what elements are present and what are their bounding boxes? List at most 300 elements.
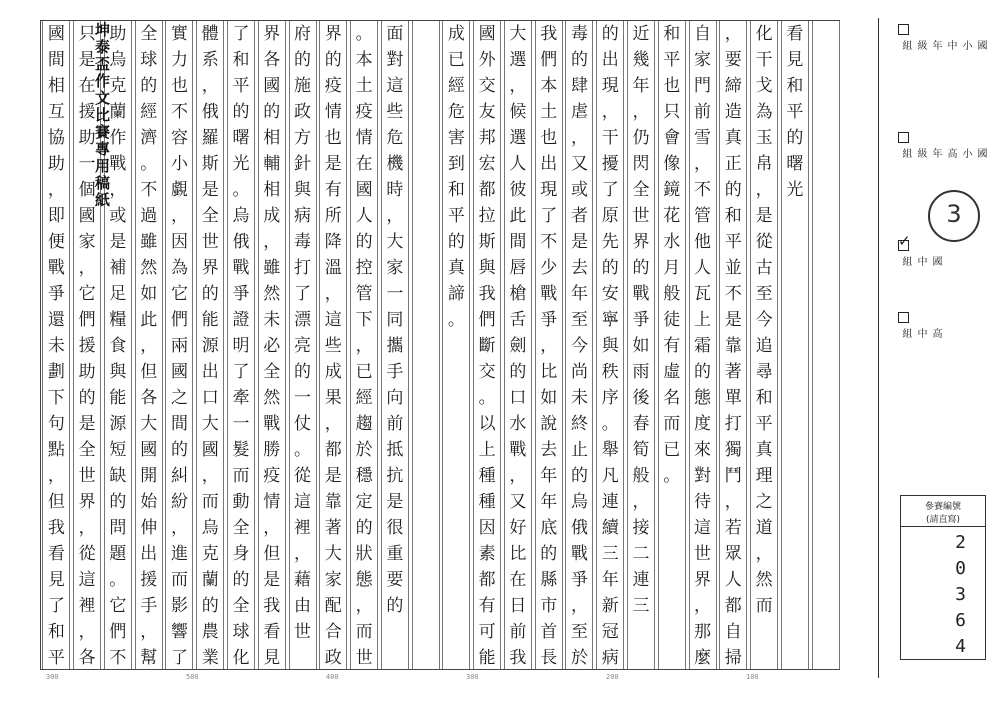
grid-char: 也 <box>170 75 188 96</box>
grid-char: 安 <box>601 283 619 304</box>
divider <box>901 526 985 527</box>
grid-char: 般 <box>663 283 681 304</box>
grid-column <box>627 21 655 669</box>
grid-char: 春 <box>632 413 650 434</box>
grid-char: 於 <box>570 647 588 668</box>
grid-char: 此 <box>140 309 158 330</box>
grid-char: 要 <box>386 569 404 590</box>
grid-char: 要 <box>724 49 742 70</box>
grid-char: ， <box>632 491 650 512</box>
grid-char: ， <box>201 465 219 486</box>
grid-char: 濟 <box>140 127 158 148</box>
grid-char: 月 <box>663 257 681 278</box>
grid-char: 比 <box>509 543 527 564</box>
grid-char: 是 <box>78 49 96 70</box>
grid-char: 先 <box>601 231 619 252</box>
grid-char: 水 <box>663 231 681 252</box>
grid-char: 家 <box>386 257 404 278</box>
grid-char: 還 <box>47 309 65 330</box>
grid-char: 爭 <box>540 309 558 330</box>
grid-char: 不 <box>540 231 558 252</box>
contest-number-value: 20364 <box>950 532 971 662</box>
grid-char: 方 <box>294 127 312 148</box>
grid-char: 的 <box>232 101 250 122</box>
grid-char: 系 <box>201 49 219 70</box>
grid-char: 世 <box>294 621 312 642</box>
category-label: 國小中年級組 <box>900 40 986 51</box>
grid-char: 從 <box>78 543 96 564</box>
grid-char: 的 <box>294 49 312 70</box>
grid-char: 締 <box>724 75 742 96</box>
grid-char: 仗 <box>294 413 312 434</box>
grid-column <box>350 21 378 669</box>
grid-char: 有 <box>663 335 681 356</box>
grid-char: 。 <box>232 179 250 200</box>
grid-char: 說 <box>540 413 558 434</box>
grid-char: 。 <box>294 439 312 460</box>
grid-char: 一 <box>78 153 96 174</box>
grid-char: 俄 <box>570 517 588 538</box>
grid-char: 平 <box>786 101 804 122</box>
grid-char: 追 <box>755 335 773 356</box>
grid-char: 輔 <box>263 153 281 174</box>
grid-char: 疫 <box>263 465 281 486</box>
grid-char: 今 <box>755 309 773 330</box>
grid-char: 的 <box>201 283 219 304</box>
grid-char: 雨 <box>632 361 650 382</box>
grid-char: ， <box>294 543 312 564</box>
grid-char: 真 <box>724 127 742 148</box>
grid-char: 止 <box>570 439 588 460</box>
grid-char: 能 <box>478 647 496 668</box>
grid-char: 相 <box>47 75 65 96</box>
grid-char: 寧 <box>601 309 619 330</box>
grid-char: 種 <box>478 465 496 486</box>
grid-char: 藉 <box>294 569 312 590</box>
grid-char: 打 <box>724 413 742 434</box>
checkbox-icon[interactable] <box>898 132 909 143</box>
grid-char: 便 <box>47 231 65 252</box>
grid-column <box>535 21 563 669</box>
grid-char: 互 <box>47 101 65 122</box>
grid-char: 雖 <box>263 257 281 278</box>
grid-char: 人 <box>724 569 742 590</box>
grid-char: 戰 <box>509 439 527 460</box>
grid-char: 這 <box>294 491 312 512</box>
grid-char: 劃 <box>47 361 65 382</box>
grid-char: 三 <box>601 543 619 564</box>
grid-char: 出 <box>140 543 158 564</box>
grid-char: 俄 <box>232 231 250 252</box>
grid-char: 槍 <box>509 283 527 304</box>
grid-char: 諦 <box>447 283 465 304</box>
grid-char: 現 <box>540 179 558 200</box>
ruler-mark: 100 <box>746 673 759 681</box>
grid-char: 曙 <box>232 127 250 148</box>
grid-char: 國 <box>47 23 65 44</box>
grid-column <box>412 21 440 669</box>
grid-char: 瓦 <box>694 283 712 304</box>
grid-char: 是 <box>78 413 96 434</box>
grid-char: 掃 <box>724 647 742 668</box>
grid-char: 連 <box>632 569 650 590</box>
grid-char: 大 <box>201 413 219 434</box>
grid-char: 平 <box>47 647 65 668</box>
grid-char: 能 <box>201 309 219 330</box>
grid-char: 即 <box>47 205 65 226</box>
checkbox-icon[interactable] <box>898 232 911 251</box>
grid-char: 都 <box>324 439 342 460</box>
grid-char: 光 <box>786 179 804 200</box>
grid-char: 已 <box>447 49 465 70</box>
grid-char: 勝 <box>263 439 281 460</box>
grid-char: 年 <box>540 465 558 486</box>
grid-char: 花 <box>663 205 681 226</box>
grid-char: 經 <box>140 101 158 122</box>
grid-char: 漂 <box>294 309 312 330</box>
grid-char: 新 <box>601 595 619 616</box>
grid-char: 唇 <box>509 257 527 278</box>
grid-char: 雪 <box>694 127 712 148</box>
grid-char: 攜 <box>386 335 404 356</box>
grid-char: 縣 <box>540 569 558 590</box>
grid-char: 至 <box>755 283 773 304</box>
grid-char: 些 <box>386 101 404 122</box>
grid-char: 這 <box>694 517 712 538</box>
grid-char: 後 <box>632 387 650 408</box>
grid-char: 今 <box>570 335 588 356</box>
grid-char: 年 <box>540 491 558 512</box>
grid-char: 年 <box>570 283 588 304</box>
grid-char: 未 <box>47 335 65 356</box>
grid-char: 間 <box>170 413 188 434</box>
grid-char: 續 <box>601 517 619 538</box>
grid-char: 和 <box>447 179 465 200</box>
grid-char: 著 <box>324 517 342 538</box>
grid-char: 單 <box>724 387 742 408</box>
grid-char: 我 <box>509 647 527 668</box>
grid-column <box>319 21 347 669</box>
grid-char: 是 <box>109 231 127 252</box>
grid-char: 小 <box>170 153 188 174</box>
grid-char: 爭 <box>632 309 650 330</box>
grid-char: 這 <box>324 309 342 330</box>
grid-char: 它 <box>109 595 127 616</box>
grid-char: ， <box>694 153 712 174</box>
grid-char: ， <box>170 517 188 538</box>
grid-char: 都 <box>724 595 742 616</box>
grid-char: 種 <box>478 491 496 512</box>
grid-char: 間 <box>509 231 527 252</box>
grid-char: 的 <box>355 517 373 538</box>
checkbox-icon[interactable] <box>898 312 909 323</box>
grid-char: 邦 <box>478 127 496 148</box>
grid-char: 接 <box>632 517 650 538</box>
grid-char: 是 <box>570 231 588 252</box>
grid-char: 但 <box>140 361 158 382</box>
grid-char: 亮 <box>294 335 312 356</box>
category-label: 高中組 <box>900 328 941 339</box>
grid-char: 門 <box>694 75 712 96</box>
grid-char: 玉 <box>755 127 773 148</box>
checkbox-icon[interactable] <box>898 24 909 35</box>
grid-char: 毒 <box>570 23 588 44</box>
grid-char: 戰 <box>263 413 281 434</box>
grid-char: 只 <box>663 101 681 122</box>
grid-char: 國 <box>201 439 219 460</box>
grid-char: 原 <box>601 205 619 226</box>
grid-char: 麼 <box>694 647 712 668</box>
grid-char: 人 <box>355 205 373 226</box>
grid-char: 爭 <box>47 283 65 304</box>
grid-char: 選 <box>509 127 527 148</box>
grid-char: 已 <box>355 361 373 382</box>
grid-char: 烏 <box>109 49 127 70</box>
grid-char: 不 <box>109 647 127 668</box>
grid-char: 化 <box>232 647 250 668</box>
grid-char: ， <box>509 465 527 486</box>
grid-char: 然 <box>755 569 773 590</box>
grid-char: 出 <box>601 49 619 70</box>
grid-char: 只 <box>78 23 96 44</box>
grid-column <box>473 21 501 669</box>
grid-char: 而 <box>663 413 681 434</box>
grid-char: 一 <box>294 387 312 408</box>
grid-char: 大 <box>386 231 404 252</box>
grid-char: 國 <box>355 179 373 200</box>
grid-char: 危 <box>447 101 465 122</box>
grid-char: 戰 <box>47 257 65 278</box>
grid-char: 家 <box>78 231 96 252</box>
grid-char: 而 <box>755 595 773 616</box>
grid-char: 霜 <box>694 335 712 356</box>
grid-char: ， <box>386 205 404 226</box>
sheet-title: 坤泰盃作文比賽專用稿紙 <box>93 22 111 209</box>
grid-char: 舉 <box>601 439 619 460</box>
grid-char: 靠 <box>724 335 742 356</box>
grid-char: ， <box>355 335 373 356</box>
grid-char: 和 <box>663 23 681 44</box>
grid-char: 能 <box>109 387 127 408</box>
grid-char: 食 <box>109 335 127 356</box>
grid-char: 尋 <box>755 361 773 382</box>
grid-char: 然 <box>140 257 158 278</box>
grid-char: 本 <box>540 75 558 96</box>
grid-char: 現 <box>601 75 619 96</box>
grid-char: 面 <box>386 23 404 44</box>
grid-char: 打 <box>294 257 312 278</box>
grid-char: 是 <box>724 309 742 330</box>
grid-char: 並 <box>724 257 742 278</box>
grid-char: ， <box>570 595 588 616</box>
grid-char: 抵 <box>386 439 404 460</box>
grid-char: 平 <box>232 75 250 96</box>
grid-char: 平 <box>447 205 465 226</box>
grid-char: 口 <box>509 387 527 408</box>
grid-char: 戰 <box>232 257 250 278</box>
grid-char: 有 <box>478 595 496 616</box>
grid-char: 。 <box>447 309 465 330</box>
grid-char: 很 <box>386 517 404 538</box>
grid-char: 年 <box>632 75 650 96</box>
grid-char: 不 <box>170 101 188 122</box>
grid-char: 句 <box>47 413 65 434</box>
contest-number-hint: (請直寫) <box>925 515 961 525</box>
grid-char: 鬥 <box>724 465 742 486</box>
grid-char: 的 <box>232 569 250 590</box>
grid-char: 見 <box>47 569 65 590</box>
grid-char: 。 <box>601 413 619 434</box>
grid-char: 眾 <box>724 543 742 564</box>
grid-char: ， <box>109 179 127 200</box>
grid-char: 閃 <box>632 153 650 174</box>
grid-char: 對 <box>386 49 404 70</box>
grid-char: 而 <box>170 569 188 590</box>
grid-char: 紛 <box>170 491 188 512</box>
grid-char: 情 <box>355 127 373 148</box>
grid-char: 人 <box>509 153 527 174</box>
grid-char: 體 <box>201 23 219 44</box>
grid-char: 為 <box>170 257 188 278</box>
ruler-mark: 300 <box>466 673 479 681</box>
grid-char: 世 <box>355 647 373 668</box>
grid-char: 危 <box>386 127 404 148</box>
grid-char: 帛 <box>755 153 773 174</box>
grid-char: 全 <box>232 517 250 538</box>
grid-char: 我 <box>47 517 65 538</box>
grid-char: ， <box>47 465 65 486</box>
grid-char: 烏 <box>201 517 219 538</box>
grid-char: 與 <box>109 361 127 382</box>
grid-char: 實 <box>170 23 188 44</box>
grid-char: 裡 <box>294 517 312 538</box>
grid-char: 病 <box>601 647 619 668</box>
grid-char: 足 <box>109 283 127 304</box>
grid-char: 素 <box>478 543 496 564</box>
grid-char: 的 <box>294 361 312 382</box>
grid-char: ， <box>724 23 742 44</box>
grid-char: 克 <box>109 75 127 96</box>
grid-char: 的 <box>632 257 650 278</box>
grid-char: 已 <box>663 439 681 460</box>
grid-char: 烏 <box>570 491 588 512</box>
grid-char: 像 <box>663 153 681 174</box>
grid-char: 成 <box>263 205 281 226</box>
category-label: 國中組 <box>900 256 941 267</box>
grid-char: 和 <box>232 49 250 70</box>
grid-char: 或 <box>109 205 127 226</box>
grid-char: 題 <box>109 543 127 564</box>
grid-char: 的 <box>786 127 804 148</box>
grid-char: 配 <box>324 595 342 616</box>
grid-char: 待 <box>694 491 712 512</box>
grid-char: 終 <box>570 413 588 434</box>
grid-char: 平 <box>663 49 681 70</box>
grid-char: 造 <box>724 101 742 122</box>
ruler-mark: 300 <box>46 673 59 681</box>
grid-char: 向 <box>386 387 404 408</box>
grid-char: 俄 <box>201 101 219 122</box>
grid-char: 土 <box>355 75 373 96</box>
grid-char: 的 <box>570 465 588 486</box>
grid-char: 而 <box>201 491 219 512</box>
grid-char: 果 <box>324 387 342 408</box>
grid-char: 們 <box>540 49 558 70</box>
grid-char: 管 <box>694 205 712 226</box>
grid-char: 然 <box>263 283 281 304</box>
grid-char: 身 <box>232 543 250 564</box>
grid-char: 或 <box>570 179 588 200</box>
grid-char: 在 <box>509 569 527 590</box>
grid-char: 底 <box>540 517 558 538</box>
grid-char: 經 <box>447 75 465 96</box>
grid-char: 動 <box>232 491 250 512</box>
grid-char: 穩 <box>355 465 373 486</box>
grid-char: 如 <box>140 283 158 304</box>
grid-char: 從 <box>755 231 773 252</box>
grid-char: 戰 <box>570 543 588 564</box>
grid-char: ， <box>755 179 773 200</box>
grid-char: 態 <box>694 387 712 408</box>
grid-char: ， <box>201 75 219 96</box>
grid-char: 之 <box>755 491 773 512</box>
grid-char: 必 <box>263 335 281 356</box>
grid-char: 因 <box>478 517 496 538</box>
grid-char: 短 <box>109 439 127 460</box>
grid-char: 在 <box>355 153 373 174</box>
grid-char: 合 <box>324 621 342 642</box>
grid-char: 國 <box>263 75 281 96</box>
grid-column <box>165 21 193 669</box>
grid-char: 作 <box>109 127 127 148</box>
grid-char: 問 <box>109 517 127 538</box>
grid-char: 源 <box>109 413 127 434</box>
grid-char: 國 <box>170 361 188 382</box>
grid-char: 光 <box>232 153 250 174</box>
grid-char: 獨 <box>724 439 742 460</box>
grid-char: 管 <box>355 283 373 304</box>
grid-char: 爭 <box>570 569 588 590</box>
grid-char: 然 <box>263 387 281 408</box>
grid-char: 界 <box>263 23 281 44</box>
grid-char: 降 <box>324 231 342 252</box>
grid-char: 疫 <box>355 101 373 122</box>
grid-char: 本 <box>355 49 373 70</box>
ruler-mark: 500 <box>186 673 199 681</box>
grid-char: 他 <box>694 231 712 252</box>
grid-char: 些 <box>324 335 342 356</box>
grid-char: 國 <box>78 205 96 226</box>
grid-char: 雖 <box>140 231 158 252</box>
grid-char: ， <box>78 257 96 278</box>
grid-char: 名 <box>663 387 681 408</box>
grid-char: 是 <box>755 205 773 226</box>
grid-char: 全 <box>140 23 158 44</box>
grid-char: 羅 <box>201 127 219 148</box>
grid-char: 的 <box>540 543 558 564</box>
grid-char: ， <box>140 621 158 642</box>
grid-char: 兩 <box>170 335 188 356</box>
page-number-circle <box>928 190 980 242</box>
grid-char: 不 <box>694 179 712 200</box>
grid-char: 出 <box>201 361 219 382</box>
grid-char: ， <box>78 517 96 538</box>
grid-char: 前 <box>509 621 527 642</box>
grid-char: 了 <box>232 361 250 382</box>
grid-char: 界 <box>324 23 342 44</box>
grid-column <box>504 21 532 669</box>
grid-char: 而 <box>355 621 373 642</box>
